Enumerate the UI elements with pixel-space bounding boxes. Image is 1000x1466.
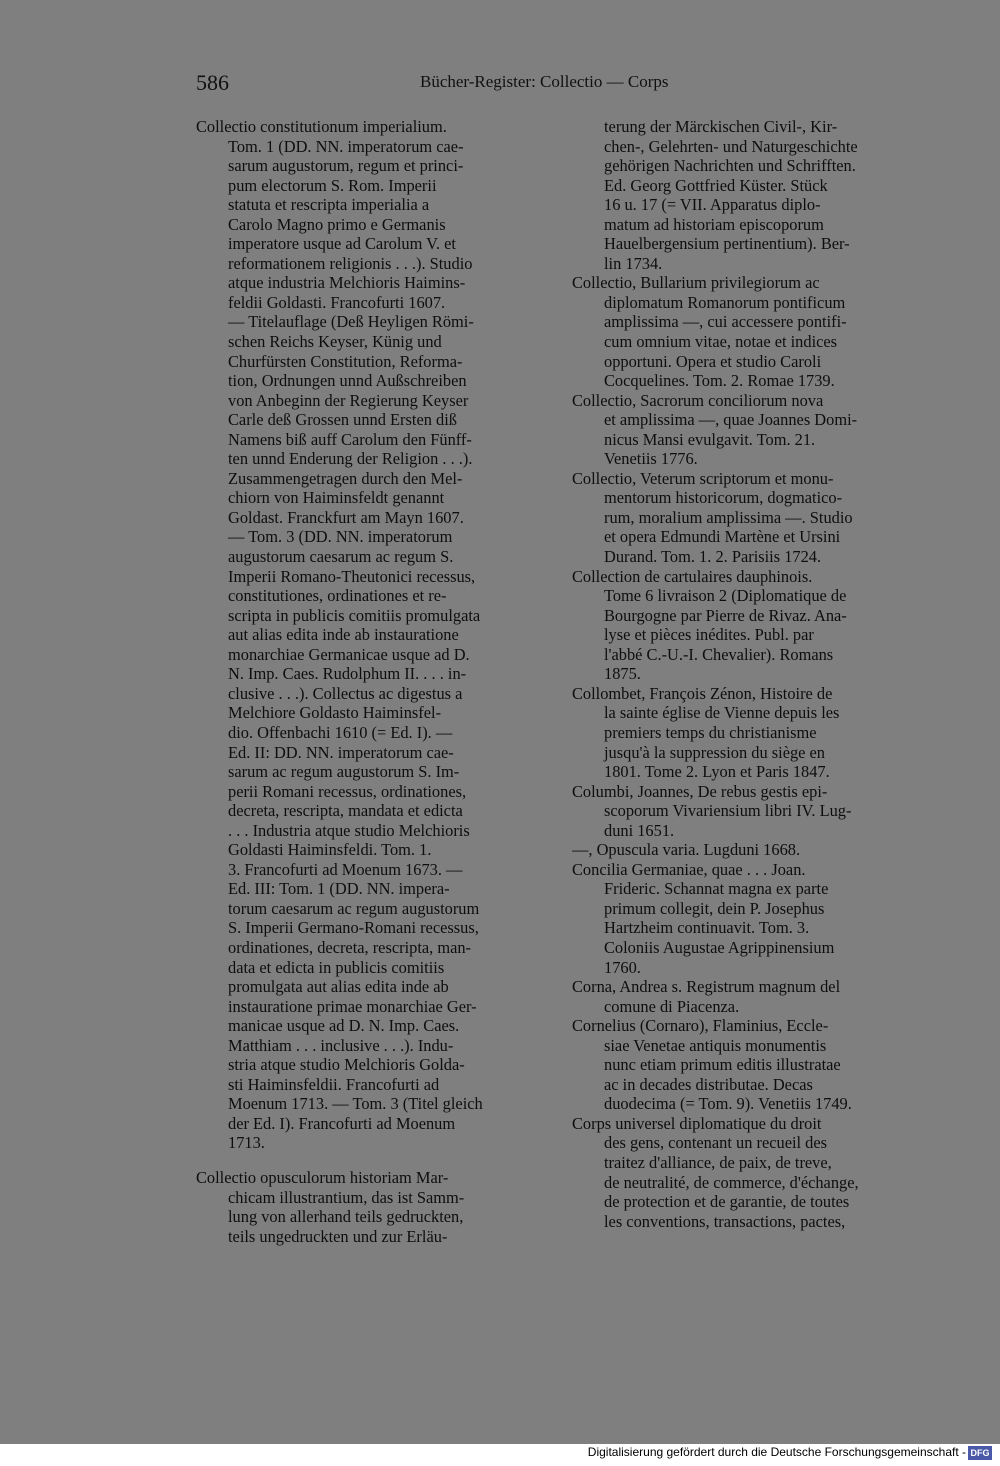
entry-line: data et edicta in publicis comitiis	[228, 957, 445, 977]
entry-line: Hauelbergensium pertinentium). Ber-	[604, 234, 850, 254]
entry-line: Bourgogne par Pierre de Rivaz. Ana-	[604, 605, 847, 625]
register-entry	[572, 840, 928, 860]
entry-line: 1760.	[604, 957, 641, 977]
entry-line: augustorum caesarum ac regum S.	[228, 547, 454, 567]
running-head: Bücher-Register: Collectio — Corps	[420, 72, 669, 91]
entry-line: Ed. II: DD. NN. imperatorum cae-	[228, 742, 454, 762]
entry-line: . . . Industria atque studio Melchioris	[228, 820, 470, 840]
entry-heading-line: Columbi, Joannes, De rebus gestis epi-	[572, 781, 828, 801]
entry-line: chiorn von Haiminsfeldt genannt	[228, 488, 445, 508]
entry-line: des gens, contenant un recueil des	[604, 1133, 828, 1153]
entry-line: Zusammengetragen durch den Mel-	[228, 468, 463, 488]
page-number: 586	[196, 70, 229, 95]
entry-line: imperatore usque ad Carolum V. et	[228, 234, 456, 254]
register-entry	[196, 1168, 552, 1246]
entry-line: N. Imp. Caes. Rudolphum II. . . . in-	[228, 664, 467, 684]
entry-line: scripta in publicis comitiis promulgata	[228, 605, 481, 625]
register-entry	[572, 782, 928, 841]
entry-line: monarchiae Germanicae usque ad D.	[228, 644, 470, 664]
entry-line: Tom. 1 (DD. NN. imperatorum cae-	[228, 136, 464, 156]
entry-line: 1713.	[228, 1133, 265, 1153]
entry-line: Goldasti Haiminsfeldi. Tom. 1.	[228, 840, 432, 860]
entry-line: torum caesarum ac regum augustorum	[228, 898, 480, 918]
entry-heading-line: Corna, Andrea s. Registrum magnum del	[572, 977, 841, 997]
entry-line: Goldast. Franckfurt am Mayn 1607.	[228, 507, 464, 527]
entry-line: — Tom. 3 (DD. NN. imperatorum	[228, 527, 453, 547]
entry-heading-line: Collectio, Veterum scriptorum et monu-	[572, 468, 834, 488]
entry-heading-line: Collectio constitutionum imperialium.	[196, 117, 447, 136]
entry-line: Ed. III: Tom. 1 (DD. NN. impera-	[228, 879, 450, 899]
entry-line: promulgata aut alias edita inde ab	[228, 977, 449, 997]
entry-line: ordinationes, decreta, rescripta, man-	[228, 937, 472, 957]
dfg-logo: DFG	[968, 1446, 992, 1460]
entry-line: et amplissima —, quae Joannes Domi-	[604, 410, 858, 430]
entry-line: duodecima (= Tom. 9). Venetiis 1749.	[604, 1094, 852, 1114]
entry-heading-line: Cornelius (Cornaro), Flaminius, Eccle-	[572, 1016, 829, 1036]
entry-line: aut alias edita inde ab instauratione	[228, 625, 459, 645]
entry-line: diplomatum Romanorum pontificum	[604, 292, 846, 312]
register-entry	[572, 117, 928, 273]
entry-line: perii Romani recessus, ordinationes,	[228, 781, 467, 801]
entry-line: Tome 6 livraison 2 (Diplomatique de	[604, 586, 847, 606]
entry-line: Coloniis Augustae Agrippinensium	[604, 937, 835, 957]
register-entry	[572, 1016, 928, 1114]
entry-line: teils ungedruckten und zur Erläu-	[228, 1226, 448, 1246]
entry-heading-line: Collectio, Sacrorum conciliorum nova	[572, 390, 824, 410]
entry-line: atque industria Melchioris Haimins-	[228, 273, 466, 293]
entry-line: gehörigen Nachrichten und Schrifften.	[604, 156, 856, 176]
entry-line: — Titelauflage (Deß Heyligen Römi-	[228, 312, 474, 332]
entry-line: der Ed. I). Francofurti ad Moenum	[228, 1113, 456, 1133]
entry-line: chicam illustrantium, das ist Samm-	[228, 1187, 465, 1207]
entry-line: Churfürsten Constitution, Reforma-	[228, 351, 463, 371]
entry-line: les conventions, transactions, pactes,	[604, 1211, 846, 1231]
entry-line: Melchiore Goldasto Haiminsfel-	[228, 703, 442, 723]
entry-line: sti Haiminsfeldii. Francofurti ad	[228, 1074, 440, 1094]
left-column	[196, 117, 552, 1246]
entry-line: 1875.	[604, 664, 641, 684]
entry-line: Frideric. Schannat magna ex parte	[604, 879, 829, 899]
entry-heading-line: Corps universel diplomatique du droit	[572, 1113, 822, 1133]
register-entry	[572, 391, 928, 469]
entry-line: clusive . . .). Collectus ac digestus a	[228, 683, 463, 703]
entry-line: matum ad historiam episcoporum	[604, 214, 824, 234]
entry-heading-line: —, Opuscula varia. Lugduni 1668.	[572, 840, 801, 860]
entry-line: lin 1734.	[604, 253, 663, 273]
entry-line: feldii Goldasti. Francofurti 1607.	[228, 292, 446, 312]
entry-line: manicae usque ad D. N. Imp. Caes.	[228, 1016, 460, 1036]
register-entry	[572, 273, 928, 390]
entry-heading-line: Collectio opusculorum historiam Mar-	[196, 1167, 449, 1187]
entry-line: constitutiones, ordinationes et re-	[228, 586, 447, 606]
entry-line: comune di Piacenza.	[604, 996, 740, 1016]
entry-line: Cocquelines. Tom. 2. Romae 1739.	[604, 371, 835, 391]
entry-line: statuta et rescripta imperialia a	[228, 195, 430, 215]
entry-line: pum electorum S. Rom. Imperii	[228, 175, 437, 195]
entry-heading-line: Collection de cartulaires dauphinois.	[572, 566, 813, 586]
entry-line: S. Imperii Germano-Romani recessus,	[228, 918, 479, 938]
entry-line: ten unnd Enderung der Religion . . .).	[228, 449, 473, 469]
entry-heading-line: Concilia Germaniae, quae . . . Joan.	[572, 859, 806, 879]
entry-line: l'abbé C.-U.-I. Chevalier). Romans	[604, 644, 834, 664]
entry-line: von Anbeginn der Regierung Keyser	[228, 390, 469, 410]
entry-line: opportuni. Opera et studio Caroli	[604, 351, 822, 371]
entry-line: 16 u. 17 (= VII. Apparatus diplo-	[604, 195, 821, 215]
entry-line: stria atque studio Melchioris Golda-	[228, 1055, 465, 1075]
entry-line: jusqu'à la suppression du siège en	[604, 742, 826, 762]
entry-line: schen Reichs Keyser, Künig und	[228, 332, 442, 352]
entry-line: siae Venetae antiquis monumentis	[604, 1035, 827, 1055]
entry-line: Carle deß Grossen unnd Ersten diß	[228, 410, 457, 430]
entry-line: lyse et pièces inédites. Publ. par	[604, 625, 814, 645]
entry-line: terung der Märckischen Civil-, Kir-	[604, 117, 838, 136]
entry-line: ac in decades distributae. Decas	[604, 1074, 813, 1094]
entry-line: chen-, Gelehrten- und Naturgeschichte	[604, 136, 858, 156]
entry-line: sarum augustorum, regum et princi-	[228, 156, 464, 176]
entry-line: mentorum historicorum, dogmatico-	[604, 488, 843, 508]
entry-line: Moenum 1713. — Tom. 3 (Titel gleich	[228, 1094, 483, 1114]
entry-line: 1801. Tome 2. Lyon et Paris 1847.	[604, 762, 830, 782]
entry-line: Matthiam . . . inclusive . . .). Indu-	[228, 1035, 454, 1055]
entry-line: de neutralité, de commerce, d'échange,	[604, 1172, 859, 1192]
register-entry	[572, 977, 928, 1016]
entry-heading-line: Collombet, François Zénon, Histoire de	[572, 683, 833, 703]
entry-line: et opera Edmundi Martène et Ursini	[604, 527, 841, 547]
register-entry	[572, 684, 928, 782]
entry-line: nicus Mansi evulgavit. Tom. 21.	[604, 429, 816, 449]
register-entry	[572, 1114, 928, 1231]
entry-line: Durand. Tom. 1. 2. Parisiis 1724.	[604, 547, 822, 567]
entry-line: premiers temps du christianisme	[604, 722, 817, 742]
entry-line: reformationem religionis . . .). Studio	[228, 253, 473, 273]
entry-line: tion, Ordnungen unnd Außschreiben	[228, 371, 467, 391]
entry-line: dio. Offenbachi 1610 (= Ed. I). —	[228, 722, 453, 742]
entry-line: duni 1651.	[604, 820, 675, 840]
entry-line: amplissima —, cui accessere pontifi-	[604, 312, 847, 332]
entry-line: sarum ac regum augustorum S. Im-	[228, 762, 460, 782]
entry-line: de protection et de garantie, de toutes	[604, 1192, 850, 1212]
register-entry	[572, 567, 928, 684]
entry-line: Namens biß auff Carolum den Fünff-	[228, 429, 472, 449]
entry-line: Imperii Romano-Theutonici recessus,	[228, 566, 476, 586]
entry-line: traitez d'alliance, de paix, de treve,	[604, 1152, 832, 1172]
entry-line: decreta, rescripta, mandata et edicta	[228, 801, 463, 821]
entry-line: Venetiis 1776.	[604, 449, 698, 469]
entry-line: lung von allerhand teils gedruckten,	[228, 1207, 464, 1227]
right-column	[572, 117, 928, 1231]
entry-line: Hartzheim continuavit. Tom. 3.	[604, 918, 810, 938]
entry-line: nunc etiam primum editis illustratae	[604, 1055, 841, 1075]
register-entry	[572, 860, 928, 977]
entry-line: instauratione primae monarchiae Ger-	[228, 996, 477, 1016]
entry-line: rum, moralium amplissima —. Studio	[604, 507, 853, 527]
entry-heading-line: Collectio, Bullarium privilegiorum ac	[572, 273, 820, 293]
register-entry	[196, 117, 552, 1153]
entry-line: la sainte église de Vienne depuis les	[604, 703, 840, 723]
digitization-credit: Digitalisierung gefördert durch die Deutsche Forschungsgemeinschaft -	[587, 1445, 966, 1459]
entry-line: Carolo Magno primo e Germanis	[228, 214, 446, 234]
entry-line: cum omnium vitae, notae et indices	[604, 332, 838, 352]
entry-line: Ed. Georg Gottfried Küster. Stück	[604, 175, 828, 195]
register-entry	[572, 469, 928, 567]
entry-line: 3. Francofurti ad Moenum 1673. —	[228, 859, 463, 879]
entry-line: primum collegit, dein P. Josephus	[604, 898, 825, 918]
entry-line: scoporum Vivariensium libri IV. Lug-	[604, 801, 852, 821]
